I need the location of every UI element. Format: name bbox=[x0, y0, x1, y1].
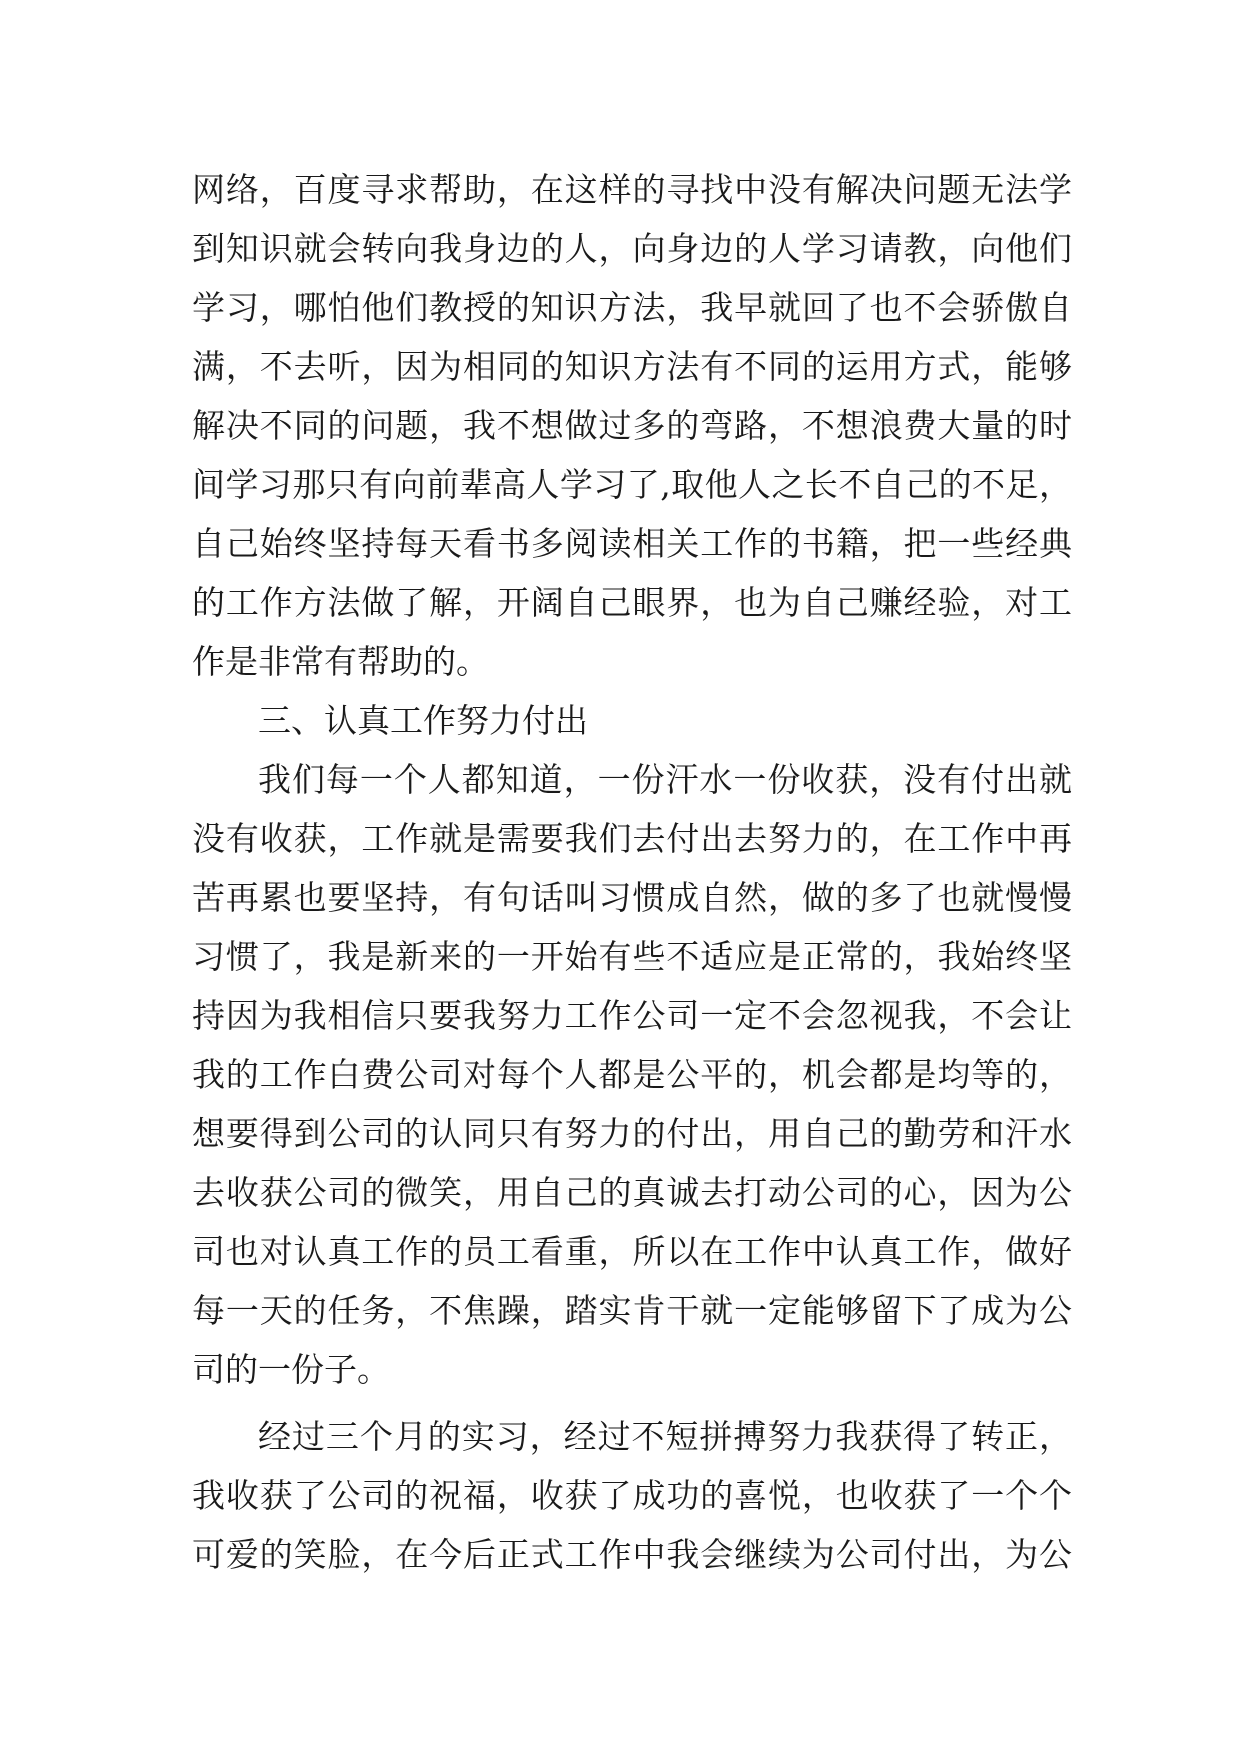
text-line: 苦再累也要坚持，有句话叫习惯成自然，做的多了也就慢慢 bbox=[192, 878, 1072, 917]
text-line: 到知识就会转向我身边的人，向身边的人学习请教，向他们 bbox=[192, 229, 1072, 268]
text-line: 满，不去听，因为相同的知识方法有不同的运用方式，能够 bbox=[192, 347, 1072, 386]
text-line: 学习，哪怕他们教授的知识方法，我早就回了也不会骄傲自 bbox=[192, 288, 1072, 327]
text-line: 可爱的笑脸，在今后正式工作中我会继续为公司付出，为公 bbox=[192, 1535, 1072, 1574]
text-line: 我们每一个人都知道，一份汗水一份收获，没有付出就 bbox=[258, 760, 1072, 799]
text-line: 间学习那只有向前辈高人学习了,取他人之长不自己的不足， bbox=[192, 465, 1072, 504]
text-line: 解决不同的问题，我不想做过多的弯路，不想浪费大量的时 bbox=[192, 406, 1072, 445]
text-line: 作是非常有帮助的。 bbox=[192, 642, 489, 681]
paragraph-spacer bbox=[192, 1399, 1072, 1407]
text-line: 司也对认真工作的员工看重，所以在工作中认真工作，做好 bbox=[192, 1232, 1072, 1271]
text-line: 持因为我相信只要我努力工作公司一定不会忽视我，不会让 bbox=[192, 996, 1072, 1035]
text-line: 司的一份子。 bbox=[192, 1350, 390, 1389]
text-line: 我收获了公司的祝福，收获了成功的喜悦，也收获了一个个 bbox=[192, 1476, 1072, 1515]
text-line: 习惯了，我是新来的一开始有些不适应是正常的，我始终坚 bbox=[192, 937, 1072, 976]
text-line: 去收获公司的微笑，用自己的真诚去打动公司的心，因为公 bbox=[192, 1173, 1072, 1212]
section-heading: 三、认真工作努力付出 bbox=[258, 701, 588, 740]
text-line: 经过三个月的实习，经过不短拼搏努力我获得了转正， bbox=[258, 1417, 1072, 1456]
text-line: 的工作方法做了解，开阔自己眼界，也为自己赚经验，对工 bbox=[192, 583, 1072, 622]
text-line: 每一天的任务，不焦躁，踏实肯干就一定能够留下了成为公 bbox=[192, 1291, 1072, 1330]
text-line: 自己始终坚持每天看书多阅读相关工作的书籍，把一些经典 bbox=[192, 524, 1072, 563]
document-body bbox=[192, 160, 1072, 1584]
text-line: 网络，百度寻求帮助，在这样的寻找中没有解决问题无法学 bbox=[192, 170, 1072, 209]
text-line: 我的工作白费公司对每个人都是公平的，机会都是均等的， bbox=[192, 1055, 1072, 1094]
text-line: 没有收获，工作就是需要我们去付出去努力的，在工作中再 bbox=[192, 819, 1072, 858]
text-line: 想要得到公司的认同只有努力的付出，用自己的勤劳和汗水 bbox=[192, 1114, 1072, 1153]
